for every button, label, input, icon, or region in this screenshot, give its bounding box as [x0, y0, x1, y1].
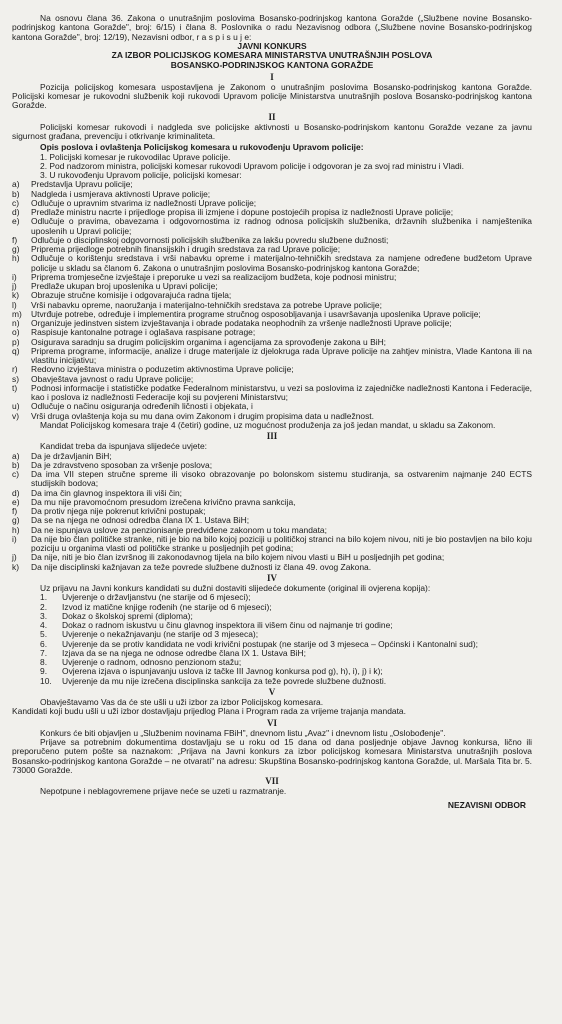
list-item-text: Dokaz o radnom iskustvu u činu glavnog inspektora ili višem činu od najmanje tri godine;	[62, 620, 393, 631]
list-item-text: Odlučuje o načinu osiguranja određenih ličnosti i objekata, i	[31, 401, 253, 412]
list-item-label: 10.	[40, 675, 52, 686]
list-item-text: Da nije bio član političke stranke, niti je bio na bilo kojoj poziciji u političkoj stranci na bilo kojem nivou, niti je bio postavljen na bilo koju poziciju u organima vlasti od političke stranke u posljednjih pet godina;	[31, 533, 532, 554]
list-item-label: n)	[12, 318, 20, 329]
list-item	[12, 217, 532, 236]
title-line-1: JAVNI KONKURS	[237, 40, 307, 51]
list-item-text: Priprema tromjesečne izvještaje i preporuke u vezi sa realizacijom budžeta, koje podnosi ministru;	[31, 271, 397, 282]
section-3-intro: Kandidat treba da ispunjava slijedeće uvjete:	[40, 441, 207, 452]
list-item-text: Nadgleda i usmjerava aktivnosti Uprave policije;	[31, 188, 211, 199]
list-item-text: Osigurava saradnju sa drugim policijskim organima i agencijama za sprovođenje zakona u BiH;	[31, 336, 387, 347]
list-item-text: Redovno izvještava ministra o poduzetim aktivnostima Uprave policije;	[31, 364, 294, 375]
list-item-label: u)	[12, 401, 20, 412]
section-4-heading: IV	[266, 572, 277, 583]
list-item-text: Da je zdravstveno sposoban za vršenje poslova;	[31, 459, 213, 470]
list-item-label: h)	[12, 524, 20, 535]
list-item-label: j)	[12, 552, 17, 563]
intro-paragraph: Na osnovu člana 36. Zakona o unutrašnjim poslovima Bosansko-podrinjskog kantona Goražde („Službene novine Bosansko-podrinjskog kantona Goražde", broj: 6/15) i člana 8. Poslovnika o radu Nezavisnog odbora („Službene novine Bosansko-podrinjskog kantona Goražde", broj: 12/19), Nezavisni odbor, r a s p i s u j e:	[12, 13, 532, 42]
list-item-label: k)	[12, 561, 20, 572]
list-item-text: Odlučuje o disciplinskoj odgovornosti policijskih službenika za lakšu povredu službene dužnosti;	[31, 234, 389, 245]
mandate-paragraph: Mandat Policijskog komesara traje 4 (četiri) godine, uz mogućnost produženja za još jedan mandat, u skladu sa Zakonom.	[40, 419, 496, 430]
list-item-text: Uvjerenje o radnom, odnosno penzionom stažu;	[62, 657, 242, 668]
list-item-label: a)	[12, 450, 20, 461]
list-item-text: Uvjerenje o državljanstvu (ne starije od 6 mjeseci);	[62, 592, 251, 603]
list-item-text: Da nije, niti je bio član izvršnog ili zakonodavnog tijela na bilo kojem nivou vlasti u BiH u posljednjih pet godina;	[31, 552, 445, 563]
list-item-text: Obrazuje stručne komisije i odgovarajuća radna tijela;	[31, 290, 232, 301]
list-item-text: Predstavlja Upravu policije;	[31, 179, 133, 190]
list-item-text: Da se na njega ne odnosi odredba člana IX 1. Ustava BiH;	[31, 515, 250, 526]
list-item-text: Predlaže ukupan broj uposlenika u Upravi policije;	[31, 281, 218, 292]
list-item-label: 3.	[40, 610, 48, 621]
list-item-label: s)	[12, 373, 20, 384]
list-item-label: c)	[12, 197, 20, 208]
list-item	[12, 347, 532, 366]
list-item-label: 8.	[40, 657, 48, 668]
section-3-heading: III	[266, 431, 278, 442]
list-item-label: i)	[12, 533, 17, 544]
section-2-point-1: 1. Policijski komesar je rukovodilac Uprave policije.	[40, 151, 231, 162]
list-item-label: 4.	[40, 620, 48, 631]
list-item-label: p)	[12, 336, 20, 347]
list-item-label: v)	[12, 410, 20, 421]
list-item-label: f)	[12, 506, 18, 517]
list-item	[12, 470, 532, 489]
list-item-text: Obavještava javnost o radu Uprave policije;	[31, 373, 194, 384]
list-item-text: Uvjerenje da mu nije izrečena disciplinska sankcija za teže povrede službene dužnosti.	[62, 675, 387, 686]
list-item-text: Priprema prijedloge potrebnih finansijskih i drugih sredstava za rad Uprave policije;	[31, 244, 341, 255]
list-item-label: 6.	[40, 638, 48, 649]
list-item-label: 7.	[40, 647, 48, 658]
section-2-heading: II	[268, 111, 276, 122]
list-item-label: e)	[12, 496, 20, 507]
section-7-heading: VII	[265, 776, 279, 787]
list-item-text: Uvjerenje o nekažnjavanju (ne starije od 3 mjeseca);	[62, 629, 259, 640]
list-item-text: Uvjerenje da se protiv kandidata ne vodi krivični postupak (ne starije od 3 mjeseca – Općinski i Kantonalni sud);	[62, 638, 479, 649]
list-item-label: d)	[12, 207, 20, 218]
list-item-text: Da mu nije pravomoćnom presudom izrečena krivično pravna sankcija,	[31, 496, 296, 507]
required-documents-list	[12, 593, 532, 686]
section-5-heading: V	[268, 686, 276, 697]
commissioner-duties-list	[12, 180, 532, 421]
list-item-text: Izvod iz matične knjige rođenih (ne starije od 6 mjeseci);	[62, 601, 272, 612]
section-4-intro: Uz prijavu na Javni konkurs kandidati su dužni dostaviti slijedeće dokumente (original ili ovjerena kopija):	[40, 583, 431, 594]
list-item-label: j)	[12, 281, 17, 292]
list-item	[12, 384, 532, 403]
list-item-text: Dokaz o školskoj spremi (diploma);	[62, 610, 193, 621]
list-item	[12, 677, 532, 686]
list-item-text: Utvrđuje potrebe, određuje i implementira programe stručnog osposobljavanja i usavršavanja uposlenika Uprave policije;	[31, 308, 481, 319]
section-2-subheading: Opis poslova i ovlaštenja Policijskog komesara u rukovođenju Upravom policije:	[40, 142, 364, 153]
section-6-paragraph-2: Prijave sa potrebnim dokumentima dostavljaju se u roku od 15 dana od dana posljednje objave Javnog konkursa, lično ili preporučeno putem pošte sa naznakom: „Prijava na Javni konkurs za izbor policijskog komesara Ministarstva unutrašnjih poslova Bosansko-podrinjskog kantona Goražde – ne otvarati" na adresu: Skupština Bosansko-podrinjskog kantona Goražde, ul. Maršala Tita br. 5. 73000 Goražde.	[12, 737, 532, 775]
document-title	[12, 42, 532, 71]
list-item-label: g)	[12, 244, 20, 255]
list-item-label: g)	[12, 515, 20, 526]
section-5-paragraph-2: Kandidati koji budu ušli u uži izbor dostavljaju prijedlog Plana i Program rada za vrijeme trajanja mandata.	[12, 706, 406, 717]
list-item-label: b)	[12, 188, 20, 199]
title-line-3: BOSANSKO-PODRINJSKOG KANTONA GORAŽDE	[170, 59, 374, 70]
signature: NEZAVISNI ODBOR	[447, 799, 526, 810]
section-7-paragraph: Nepotpune i neblagovremene prijave neće se uzeti u razmatranje.	[40, 786, 287, 797]
list-item-text: Odlučuje o upravnim stvarima iz nadležnosti Uprave policije;	[31, 197, 257, 208]
list-item-label: f)	[12, 234, 18, 245]
list-item-label: 5.	[40, 629, 48, 640]
list-item-label: 1.	[40, 592, 48, 603]
list-item-label: 9.	[40, 666, 48, 677]
list-item-label: e)	[12, 216, 20, 227]
list-item-text: Vrši druga ovlaštenja koja su mu dana ovim Zakonom i drugim propisima data u nadležnost.	[31, 410, 374, 421]
list-item-text: Da ne ispunjava uslove za penzionisanje predviđene zakonom u toku mandata;	[31, 524, 327, 535]
section-2-point-2: 2. Pod nadzorom ministra, policijski komesar rukovodi Upravom policije i odgovoran je za svoj rad ministru i Vladi.	[40, 160, 464, 171]
list-item	[12, 535, 532, 554]
section-2-text: Policijski komesar rukovodi i nadgleda sve policijske aktivnosti u Bosansko-podrinjskom kantonu Goražde vezane za javnu sigurnost građana, prevenciju i otkrivanje kriminaliteta.	[12, 121, 532, 142]
list-item-label: q)	[12, 345, 20, 356]
section-1-text: Pozicija policijskog komesara uspostavljena je Zakonom o unutrašnjim poslovima Bosansko-podrinjskog kantona Goražde. Policijski komesar je rukovodni službenik koji rukovodi Upravom policije Ministarstva unutrašnjih poslova Bosansko-podrinjskog kantona Goražde.	[12, 81, 532, 111]
list-item	[12, 254, 532, 273]
list-item-text: Priprema programe, informacije, analize i druge materijale iz djelokruga rada Uprave policije na zahtjev ministra, Vlade Kantona ili na vlastitu inicijativu;	[31, 345, 532, 366]
candidate-conditions-list	[12, 452, 532, 572]
section-1-heading: I	[270, 71, 274, 82]
list-item-label: i)	[12, 271, 17, 282]
list-item-text: Da ima VII stepen stručne spreme ili visoko obrazovanje po bolonskom sistemu studiranja, sa ostvarenim najmanje 240 ECTS studijskih bodova;	[31, 469, 532, 489]
list-item-text: Da protiv njega nije pokrenut krivični postupak;	[31, 506, 206, 517]
list-item-label: a)	[12, 179, 20, 190]
list-item-label: t)	[12, 382, 18, 393]
list-item-text: Da nije disciplinski kažnjavan za teže povrede službene dužnosti iz člana 49. ovog Zakona.	[31, 561, 372, 572]
list-item-text: Raspisuje kantonalne potrage i oglašava raspisane potrage;	[31, 327, 256, 338]
list-item-label: l)	[12, 299, 17, 310]
section-2-point-3: 3. U rukovođenju Upravom policije, policijski komesar:	[40, 170, 242, 181]
list-item-label: m)	[12, 308, 22, 319]
section-6-paragraph-1: Konkurs će biti objavljen u „Službenim novinama FBiH", dnevnom listu „Avaz" i dnevnom listu „Oslobođenje".	[40, 727, 446, 738]
list-item-text: Da ima čin glavnog inspektora ili viši čin;	[31, 487, 183, 498]
list-item-label: d)	[12, 487, 20, 498]
list-item	[12, 563, 532, 572]
list-item-label: c)	[12, 469, 20, 480]
section-5-paragraph-1: Obavještavamo Vas da će ste ušli u uži izbor za izbor Policijskog komesara.	[40, 697, 324, 708]
list-item-label: 2.	[40, 601, 48, 612]
list-item-label: h)	[12, 253, 20, 264]
title-line-2: ZA IZBOR POLICIJSKOG KOMESARA MINISTARSTVA UNUTRAŠNJIH POSLOVA	[111, 50, 433, 61]
list-item-text: Odlučuje o pravima, obavezama i odgovornostima iz radnog odnosa policijskih službenika, državnih službenika i namještenika uposlenih u Upravi policije;	[31, 216, 532, 236]
list-item-text: Vrši nabavku opreme, naoružanja i materijalno-tehničkih sredstava za potrebe Uprave policije;	[31, 299, 382, 310]
list-item-text: Da je državljanin BiH;	[31, 450, 112, 461]
list-item-label: o)	[12, 327, 20, 338]
list-item-label: r)	[12, 364, 18, 375]
list-item-text: Izjava da se na njega ne odnose odredbe člana IX 1. Ustava BiH;	[62, 647, 306, 658]
list-item-label: b)	[12, 459, 20, 470]
list-item-text: Organizuje jedinstven sistem izvještavanja i obrade podataka neophodnih za vršenje nadležnosti Uprave policije;	[31, 318, 452, 329]
section-6-heading: VI	[266, 717, 277, 728]
list-item-text: Predlaže ministru nacrte i prijedloge propisa ili izmjene i dopune postojećih propisa iz nadležnosti Uprave policije;	[31, 207, 454, 218]
list-item-text: Ovjerena izjava o ispunjavanju uslova iz tačke III Javnog konkursa pod g), h), i), j) i k);	[62, 666, 383, 677]
list-item-text: Podnosi informacije i statističke podatke Federalnom ministarstvu, u vezi sa poslovima iz zajedničke nadležnosti Kantona i Federacije, kao i poslova iz nadležnosti Federacije koji su povjereni Ministarstvu;	[31, 382, 532, 403]
list-item-text: Odlučuje o korištenju sredstava i vrši nabavku opreme i materijalno-tehničkih sredstava za namjene određene budžetom Uprave policije u skladu sa članom 6. Zakona o unutrašnjim poslovima Bosansko-podrinjskog kantona Goražde;	[31, 253, 532, 273]
list-item-label: k)	[12, 290, 20, 301]
